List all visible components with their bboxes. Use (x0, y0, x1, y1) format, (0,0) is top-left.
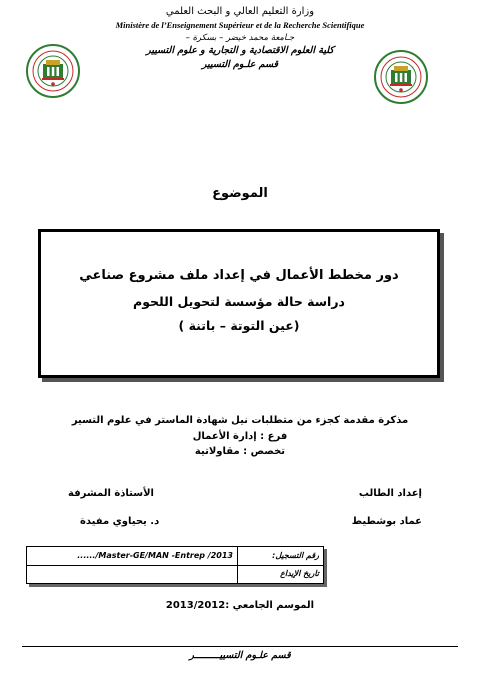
registration-row (27, 547, 323, 566)
supervisor-label: الأستاذة المشرفة (68, 488, 154, 499)
academic-year: الموسم الجامعي :2013/2012 (165, 600, 315, 611)
department-name: قسم علـوم التسيير (201, 59, 279, 70)
registration-table (26, 546, 324, 584)
ministry-french: Ministère de l’Enseignement Supérieur et de la Recherche Scientifique (115, 20, 365, 30)
deposit-row (27, 565, 323, 583)
subject-label: الموضوع (212, 186, 268, 201)
thesis-location: (عين التوتة – باتنة ) (178, 318, 300, 333)
memo-specialty: تخصص : مقاولاتية (194, 446, 286, 457)
memo-statement: مذكرة مقدمة كجزء من متطلبات نيل شهادة الماستر في علوم التسير (71, 415, 409, 426)
memo-branch: فرع : إدارة الأعمال (192, 431, 288, 442)
thesis-subtitle: دراسة حالة مؤسسة لتحويل اللحوم (133, 294, 345, 309)
university-logo-right (374, 50, 428, 104)
university-logo-left (26, 44, 80, 98)
university-seal-icon (26, 44, 80, 98)
university-name: جـامعة محمد خيضر – بسكرة – (185, 33, 295, 43)
thesis-title-box (38, 229, 440, 378)
footer-divider (22, 646, 458, 647)
registration-number-label: رقم التسجيل: (237, 547, 323, 565)
deposit-date-label: تاريخ الإيداع (237, 565, 323, 583)
university-seal-icon (374, 50, 428, 104)
thesis-title: دور مخطط الأعمال في إعداد ملف مشروع صناعي (79, 268, 399, 283)
student-name: عماد بوشطيط (351, 516, 422, 527)
ministry-arabic: وزارة التعليم العالي و البحث العلمي (165, 6, 315, 17)
student-label: إعداد الطالب (358, 488, 422, 499)
footer-department: قسم علـوم التسييـــــــــر (189, 650, 291, 661)
supervisor-name: د. يحياوي مفيدة (80, 516, 160, 527)
deposit-date-value (27, 565, 237, 583)
faculty-name: كلية العلوم الاقتصادية و التجارية و علوم التسيير (146, 45, 334, 56)
registration-number-value: ....../Master-GE/MAN -Entrep /2013 (77, 551, 233, 560)
